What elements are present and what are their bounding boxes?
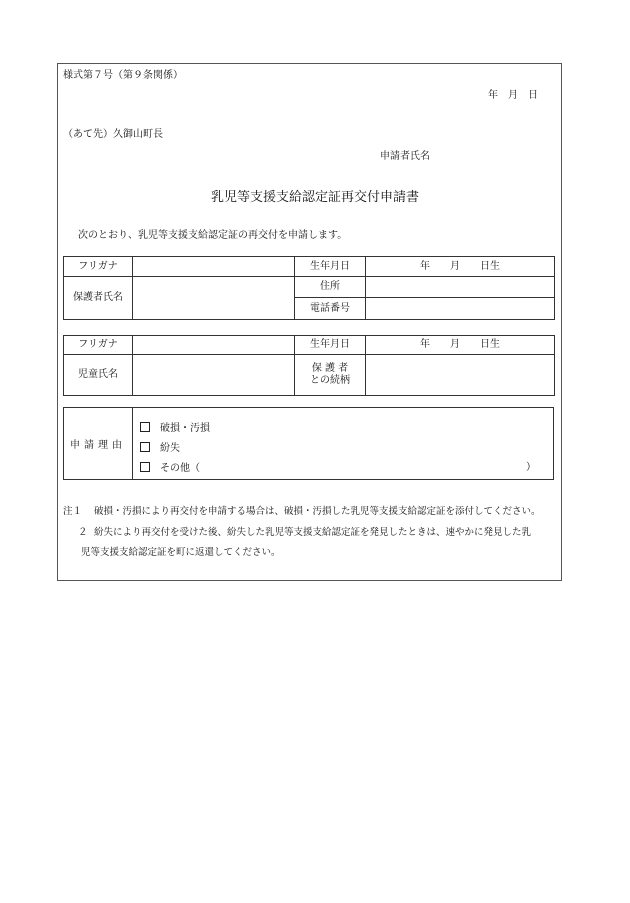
option-label: 破損・汚損 [160,423,210,434]
note1-text: 破損・汚損により再交付を申請する場合は、破損・汚損した乳児等支援支給認定証を添付してください。 [94,506,541,517]
birth-date-label: 生年月日 [295,336,366,355]
other-close-paren: ） [526,462,536,473]
option-label: その他（ [160,463,200,474]
guardian-name-label: 保護者氏名 [64,277,133,320]
child-name-label: 児童氏名 [64,355,133,396]
guardian-birth-date-field[interactable]: 年 月 日生 [366,257,555,277]
birth-date-label: 生年月日 [295,257,366,277]
date-line: 年 月 日 [488,90,538,101]
page-title: 乳児等支援支給認定証再交付申請書 [210,190,419,205]
guardian-furigana-field[interactable] [133,257,295,277]
applicant-name-label: 申請者氏名 [380,151,430,162]
address-label: 住所 [295,277,366,298]
checkbox[interactable] [140,422,150,432]
child-birth-date-field[interactable]: 年 月 日生 [366,336,555,355]
reason-label: 申請理由 [64,408,133,479]
relation-label [295,355,366,396]
note2-text-line1: 紛失により再交付を受けた後、紛失した乳児等支援支給認定証を発見したときは、速やかに発見した乳 [94,527,532,538]
note1-prefix: 注１ [63,506,83,517]
guardian-name-field[interactable] [133,277,295,320]
phone-label: 電話番号 [295,298,366,320]
option-label: 紛失 [160,443,180,454]
reason-section [63,407,554,480]
relation-field[interactable] [366,355,555,396]
address-field[interactable] [366,277,555,298]
guardian-table [63,256,555,320]
checkbox[interactable] [140,442,150,452]
reason-option-lost[interactable] [140,442,180,455]
child-furigana-field[interactable] [133,336,295,355]
checkbox[interactable] [140,462,150,472]
child-name-field[interactable] [133,355,295,396]
reason-option-other[interactable] [140,462,200,475]
relation-label-line1: 保 護 者 [311,363,349,374]
furigana-label: フリガナ [64,336,133,355]
furigana-label: フリガナ [64,257,133,277]
phone-field[interactable] [366,298,555,320]
form-number: 様式第７号（第９条関係） [63,70,183,81]
reason-option-damage[interactable] [140,422,210,435]
intro-text: 次のとおり、乳児等支援支給認定証の再交付を申請します。 [78,230,348,241]
child-table [63,335,555,396]
note2-text-line2: 児等支援支給認定証を町に返還してください。 [81,547,281,558]
relation-label-line2: との続柄 [310,375,350,386]
addressee: （あて先）久御山町長 [63,129,163,140]
note2-prefix: ２ [78,527,88,538]
